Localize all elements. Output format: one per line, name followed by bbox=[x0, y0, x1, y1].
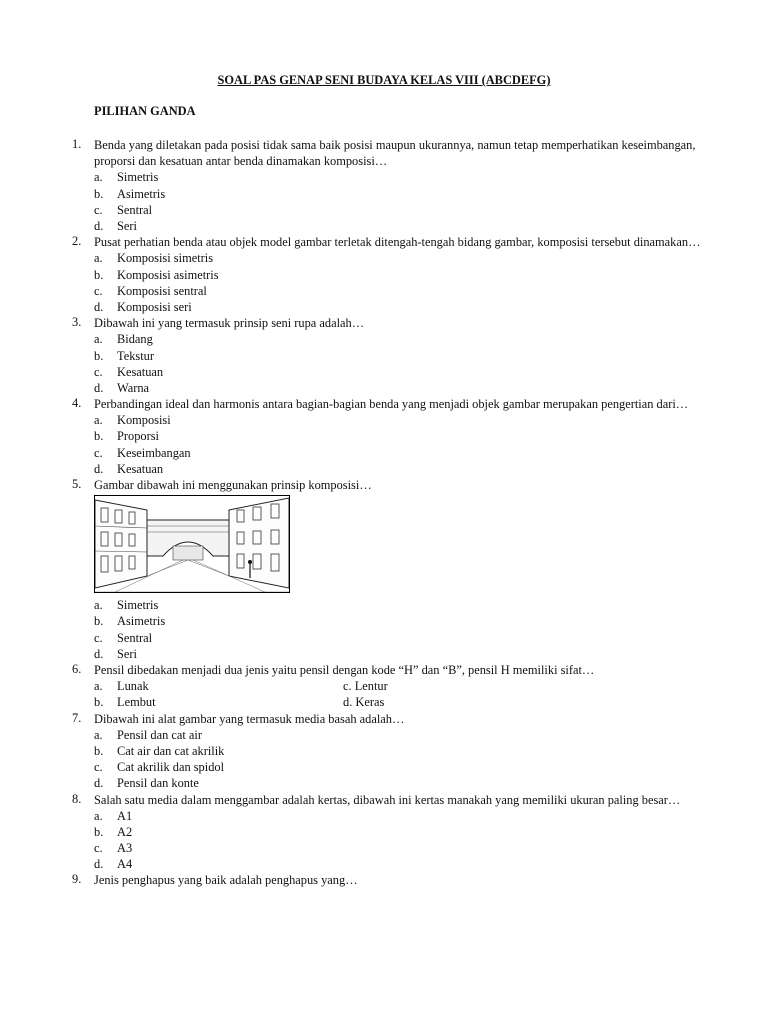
option-letter: d. bbox=[94, 857, 104, 872]
option-c bbox=[0, 202, 768, 218]
option-text: Sentral bbox=[117, 202, 153, 217]
option-b bbox=[0, 824, 768, 840]
option-b bbox=[0, 613, 768, 629]
option-text: Seri bbox=[117, 646, 137, 661]
option-letter: d. bbox=[94, 646, 104, 661]
option-letter: b. bbox=[94, 824, 104, 839]
option-c bbox=[0, 630, 768, 646]
option-b bbox=[0, 348, 768, 364]
option-a bbox=[0, 808, 768, 824]
option-letter: b. bbox=[94, 743, 104, 758]
question-text: Dibawah ini alat gambar yang termasuk media basah adalah… bbox=[94, 711, 405, 726]
question-number: 3. bbox=[72, 315, 82, 330]
option-letter: d. bbox=[94, 299, 104, 314]
option-c bbox=[0, 840, 768, 856]
question-list bbox=[0, 137, 768, 889]
question-number: 7. bbox=[72, 710, 82, 725]
question-number: 9. bbox=[72, 872, 82, 887]
option-row-1 bbox=[0, 678, 768, 694]
option-letter: b. bbox=[94, 348, 104, 363]
question-text: Jenis penghapus yang baik adalah penghapus yang… bbox=[94, 873, 358, 888]
question-text: Pensil dibedakan menjadi dua jenis yaitu pensil dengan kode “H” dan “B”, pensil H memiliki sifat… bbox=[94, 662, 595, 677]
option-text: Kesatuan bbox=[117, 461, 164, 476]
question-9 bbox=[0, 872, 768, 888]
question-text: Pusat perhatian benda atau objek model gambar terletak ditengah-tengah bidang gambar, komposisi tersebut dinamakan… bbox=[94, 235, 701, 250]
question-text: Benda yang diletakan pada posisi tidak sama baik posisi maupun ukurannya, namun tetap memperhatikan keseimbangan, proporsi dan kesatuan antar benda dinamakan komposisi… bbox=[94, 138, 696, 169]
question-text: Perbandingan ideal dan harmonis antara bagian-bagian benda yang menjadi objek gambar merupakan pengertian dari… bbox=[94, 397, 689, 412]
question-number: 6. bbox=[72, 661, 82, 676]
option-text: Cat air dan cat akrilik bbox=[117, 743, 225, 758]
option-a bbox=[0, 250, 768, 266]
question-2 bbox=[0, 234, 768, 315]
option-b bbox=[0, 743, 768, 759]
option-d bbox=[0, 856, 768, 872]
option-letter: a. bbox=[94, 727, 103, 742]
option-d bbox=[0, 646, 768, 662]
document-title: SOAL PAS GENAP SENI BUDAYA KELAS VIII (ABCDEFG) bbox=[217, 73, 551, 87]
section-heading: PILIHAN GANDA bbox=[94, 104, 196, 118]
question-1 bbox=[0, 137, 768, 234]
option-text: Bidang bbox=[117, 332, 153, 347]
option-text: Keseimbangan bbox=[117, 445, 191, 460]
option-letter: a. bbox=[94, 332, 103, 347]
option-c bbox=[0, 364, 768, 380]
option-a bbox=[0, 412, 768, 428]
option-letter: c. bbox=[94, 630, 103, 645]
option-text: Komposisi bbox=[117, 413, 171, 428]
option-letter: c. bbox=[94, 283, 103, 298]
option-text: Seri bbox=[117, 218, 137, 233]
option-b bbox=[0, 267, 768, 283]
question-number: 2. bbox=[72, 234, 82, 249]
option-text: Asimetris bbox=[117, 186, 166, 201]
question-6 bbox=[0, 662, 768, 711]
option-a bbox=[0, 331, 768, 347]
question-3 bbox=[0, 315, 768, 396]
option-text: Komposisi simetris bbox=[117, 251, 214, 266]
question-4 bbox=[0, 396, 768, 477]
option-text: Asimetris bbox=[117, 614, 166, 629]
question-number: 1. bbox=[72, 137, 82, 151]
option-letter: c. bbox=[94, 841, 103, 856]
question-7 bbox=[0, 711, 768, 792]
option-letter: b. bbox=[94, 267, 104, 282]
option-text: d. Keras bbox=[343, 695, 385, 710]
option-letter: b. bbox=[94, 186, 104, 201]
question-5 bbox=[0, 477, 768, 662]
option-text: Simetris bbox=[117, 598, 159, 613]
option-letter: c. bbox=[94, 445, 103, 460]
option-text: Pensil dan konte bbox=[117, 776, 199, 791]
option-a bbox=[0, 727, 768, 743]
option-letter: b. bbox=[94, 614, 104, 629]
option-d bbox=[0, 775, 768, 791]
option-b bbox=[0, 428, 768, 444]
question-text: Gambar dibawah ini menggunakan prinsip komposisi… bbox=[94, 478, 372, 493]
option-a bbox=[0, 169, 768, 185]
option-a bbox=[0, 597, 768, 613]
option-b bbox=[0, 186, 768, 202]
question-text: Salah satu media dalam menggambar adalah kertas, dibawah ini kertas manakah yang memiliki ukuran paling besar… bbox=[94, 792, 681, 807]
option-letter: b. bbox=[94, 429, 104, 444]
option-text: Komposisi sentral bbox=[117, 283, 207, 298]
option-text: A3 bbox=[117, 841, 133, 856]
question-text: Dibawah ini yang termasuk prinsip seni rupa adalah… bbox=[94, 316, 365, 331]
option-text: Lunak bbox=[117, 679, 149, 694]
option-letter: c. bbox=[94, 202, 103, 217]
option-text: Komposisi asimetris bbox=[117, 267, 219, 282]
option-text: Cat akrilik dan spidol bbox=[117, 760, 225, 775]
option-letter: a. bbox=[94, 679, 103, 694]
option-text: Warna bbox=[117, 380, 150, 395]
option-letter: d. bbox=[94, 461, 104, 476]
option-letter: a. bbox=[94, 251, 103, 266]
option-letter: d. bbox=[94, 380, 104, 395]
option-row-2 bbox=[0, 694, 768, 710]
option-text: A4 bbox=[117, 857, 133, 872]
option-text: Komposisi seri bbox=[117, 299, 192, 314]
street-perspective-drawing-image bbox=[94, 495, 290, 593]
option-c bbox=[0, 759, 768, 775]
option-text: Simetris bbox=[117, 170, 159, 185]
option-d bbox=[0, 380, 768, 396]
option-d bbox=[0, 461, 768, 477]
option-letter: a. bbox=[94, 170, 103, 185]
option-letter: c. bbox=[94, 364, 103, 379]
option-letter: c. bbox=[94, 760, 103, 775]
option-c bbox=[0, 283, 768, 299]
option-text: Lembut bbox=[117, 695, 156, 710]
option-text: A2 bbox=[117, 824, 133, 839]
option-text: Proporsi bbox=[117, 429, 159, 444]
option-letter: b. bbox=[94, 695, 104, 710]
question-number: 5. bbox=[72, 477, 82, 492]
street-perspective-drawing-icon bbox=[95, 496, 289, 592]
option-d bbox=[0, 299, 768, 315]
option-text: Pensil dan cat air bbox=[117, 727, 202, 742]
option-letter: a. bbox=[94, 413, 103, 428]
question-number: 8. bbox=[72, 791, 82, 806]
option-text: c. Lentur bbox=[343, 679, 388, 694]
option-letter: a. bbox=[94, 808, 103, 823]
option-d bbox=[0, 218, 768, 234]
option-c bbox=[0, 445, 768, 461]
option-letter: a. bbox=[94, 598, 103, 613]
question-number: 4. bbox=[72, 396, 82, 411]
option-text: Tekstur bbox=[117, 348, 154, 363]
option-text: Kesatuan bbox=[117, 364, 164, 379]
question-8 bbox=[0, 792, 768, 873]
option-text: A1 bbox=[117, 808, 133, 823]
option-letter: d. bbox=[94, 218, 104, 233]
option-letter: d. bbox=[94, 776, 104, 791]
option-text: Sentral bbox=[117, 630, 153, 645]
